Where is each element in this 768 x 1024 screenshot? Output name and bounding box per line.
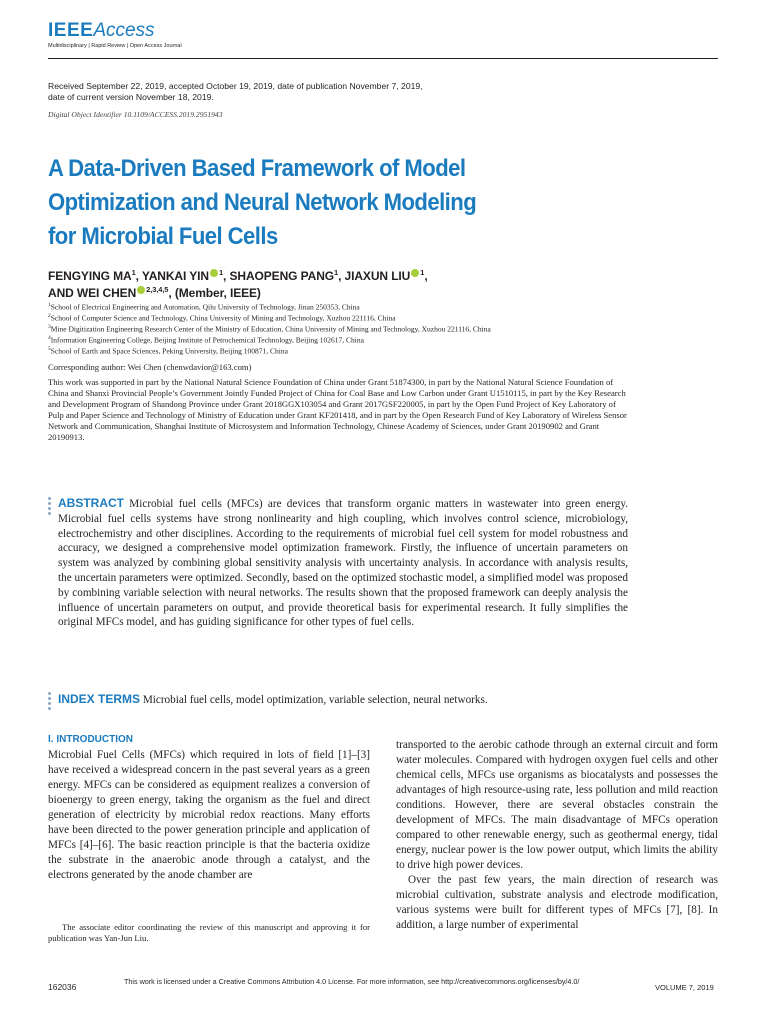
affiliation-number: 2 [48, 313, 51, 319]
index-terms [58, 692, 488, 706]
logo-tagline: Multidisciplinary | Rapid Review | Open Access Journal [48, 43, 182, 49]
journal-logo [48, 20, 188, 56]
author-name: AND WEI CHEN [48, 286, 137, 300]
author-affiliation-sup: 1 [420, 268, 425, 277]
affiliation-number: 1 [48, 302, 51, 308]
author-line-2: AND WEI CHEN $^{2,3,4,5}$, (Member, IEEE) [48, 285, 261, 300]
affiliation-text: School of Computer Science and Technology, China University of Mining and Technology, Xuzhou 221116, China [50, 313, 396, 323]
title-line-2: Optimization and Neural Network Modeling [48, 189, 477, 216]
author-name: SHAOPENG PANG [229, 269, 334, 283]
section-marker-icon [48, 497, 51, 517]
orcid-icon[interactable] [411, 269, 419, 277]
affiliation-text: Mine Digitization Engineering Research Center of the Ministry of Education, China University of Mining and Technology, Xuzhou 221116, China [50, 324, 491, 334]
affiliation-number: 5 [48, 346, 51, 352]
abstract-heading: ABSTRACT [58, 496, 124, 510]
affiliation-text: School of Electrical Engineering and Automation, Qilu University of Technology, Jinan 250353, China [50, 302, 360, 312]
author-affiliation-sup: 1 [334, 268, 339, 277]
body-paragraph: transported to the aerobic cathode through an external circuit and form water molecules. Compared with hydrogen oxygen fuel cells and other chemical cells, MFCs use organisms as biocatalysts and possesses the advantages of high resource-using rate, less pollution and mild reaction conditions. However, there are several obstacles constrain the development of MFCs. The main disadvantage of MFCs operation compared to other renewable energy, such as geothermal energy, tidal energy, nuclear power is the low power output, which limits the ability to drive high power devices. [396, 739, 718, 871]
history-line-2: date of current version November 18, 2019. [48, 92, 214, 102]
publication-history [48, 81, 568, 103]
logo-brand: IEEE [48, 20, 94, 41]
license-notice[interactable]: This work is licensed under a Creative Commons Attribution 4.0 License. For more information, see http://creativecommons.org/licenses/by/4.0/ [124, 977, 580, 986]
history-line-1: Received September 22, 2019, accepted October 19, 2019, date of publication November 7, 2019, [48, 81, 423, 91]
body-paragraph: Microbial Fuel Cells (MFCs) which required in lots of field [1]–[3] have received a widespread concern in the past several years as a green energy. MFCs can be considered as equipment realizes a conversion of bioenergy to green energy, taking the organism as the fuel and direct generation of electricity by microbial redox reactions. Many efforts have been directed to the power generation principle and application of MFCs [4]–[6]. The basic reaction principle is that the bacteria oxidize the substrate in the anaerobic anode through a catalyst, and the electrons generated by the anode chamber are [48, 749, 370, 881]
funding-statement: This work was supported in part by the National Natural Science Foundation of China under Grant 51874300, in part by the National Natural Science Foundation of China and Shanxi Provincial People’s Government Jointly Funded Project of China for Coal Base and Low Carbon under Grant U1510115, in part by the Key Research and Development Program of Shandong Province under Grant 2018GGX103054 and Grant 2017GSF220005, in part by the Open Fund Project of Key Laboratory of Pulp and Paper Science and Technology of Ministry of Education under Grant KF201418, and in part by the Open Research Fund of Key Laboratory of Wireless Sensor Network and Communication, Shanghai Institute of Microsystem and Information Technology, Chinese Academy of Sciences, under Grant 20190902 and Grant 20190913. [48, 377, 627, 442]
affiliation-text: School of Earth and Space Sciences, Peking University, Beijing 100871, China [50, 346, 288, 356]
index-terms-body: Microbial fuel cells, model optimization, variable selection, neural networks. [142, 694, 488, 706]
title-line-3: for Microbial Fuel Cells [48, 223, 278, 250]
body-column-right [396, 738, 718, 933]
affiliation [48, 344, 288, 357]
author-membership: (Member, IEEE) [174, 286, 261, 300]
affiliation-number: 3 [48, 324, 51, 330]
paper-title [48, 152, 600, 254]
author-affiliation-sup: 1 [131, 268, 136, 277]
author-name: JIAXUN LIU [344, 269, 411, 283]
section-heading: I. INTRODUCTION [48, 734, 133, 745]
index-terms-heading: INDEX TERMS [58, 692, 141, 706]
affiliation-text: Information Engineering College, Beijing Institute of Petrochemical Technology, Beijing 102617, China [50, 335, 364, 345]
section-marker-icon [48, 692, 51, 712]
body-paragraph: Over the past few years, the main direction of research was microbial cultivation, substrate analysis and electrode modification, various systems were built for different types of MFCs [7], [8]. In addition, a large number of experimental [396, 874, 718, 931]
author-affiliation-sup: 2,3,4,5 [146, 285, 169, 294]
author-name: FENGYING MA [48, 269, 132, 283]
affiliation-number: 4 [48, 335, 51, 341]
abstract [58, 496, 628, 630]
page-number: 162036 [48, 982, 77, 992]
abstract-body: Microbial fuel cells (MFCs) are devices that transform organic matters in wastewater into green energy. Microbial fuel cells systems have strong nonlinearity and high coupling, which involves control science, microbiology, electrochemistry and other disciplines. According to the requirements of microbial fuel cell system for model robustness and accuracy, we designed a comprehensive model optimization framework. Firstly, the influence of uncertain parameters on system was analyzed by combining global sensitivity analysis with uncertainty analysis. In accordance with analysis results, the uncertain parameters were optimized. Secondly, based on the optimized stochastic model, a simplified model was proposed by combining variable selection with neural networks. The results shown that the proposed framework can deeply analysis the influence of uncertain parameters on output, and provide theoretical basis for experimental research. It fully simplifies the original MFCs model, and has guiding significance for other types of fuel cells. [58, 498, 629, 629]
logo-journal: Access [93, 20, 155, 41]
header-divider [48, 58, 718, 59]
orcid-icon[interactable] [137, 286, 145, 294]
editor-footnote: The associate editor coordinating the review of this manuscript and approving it for publication was Yan-Jun Liu. [48, 922, 370, 943]
author-affiliation-sup: 1 [218, 268, 224, 277]
author-name: YANKAI YIN [141, 269, 209, 283]
title-line-1: A Data-Driven Based Framework of Model [48, 155, 466, 182]
doi: Digital Object Identifier 10.1109/ACCESS.2019.2951943 [48, 110, 223, 119]
volume-label: VOLUME 7, 2019 [655, 983, 714, 992]
author-line-1: FENGYING $MA^1$, YANKAI YIN $^1$, SHAOPENG PANG$^1$, JIAXUN LIU $^1$, [48, 268, 428, 283]
orcid-icon[interactable] [210, 269, 218, 277]
corresponding-author: Corresponding author: Wei Chen (chenwdavior@163.com) [48, 362, 252, 372]
body-column-left [48, 732, 370, 883]
